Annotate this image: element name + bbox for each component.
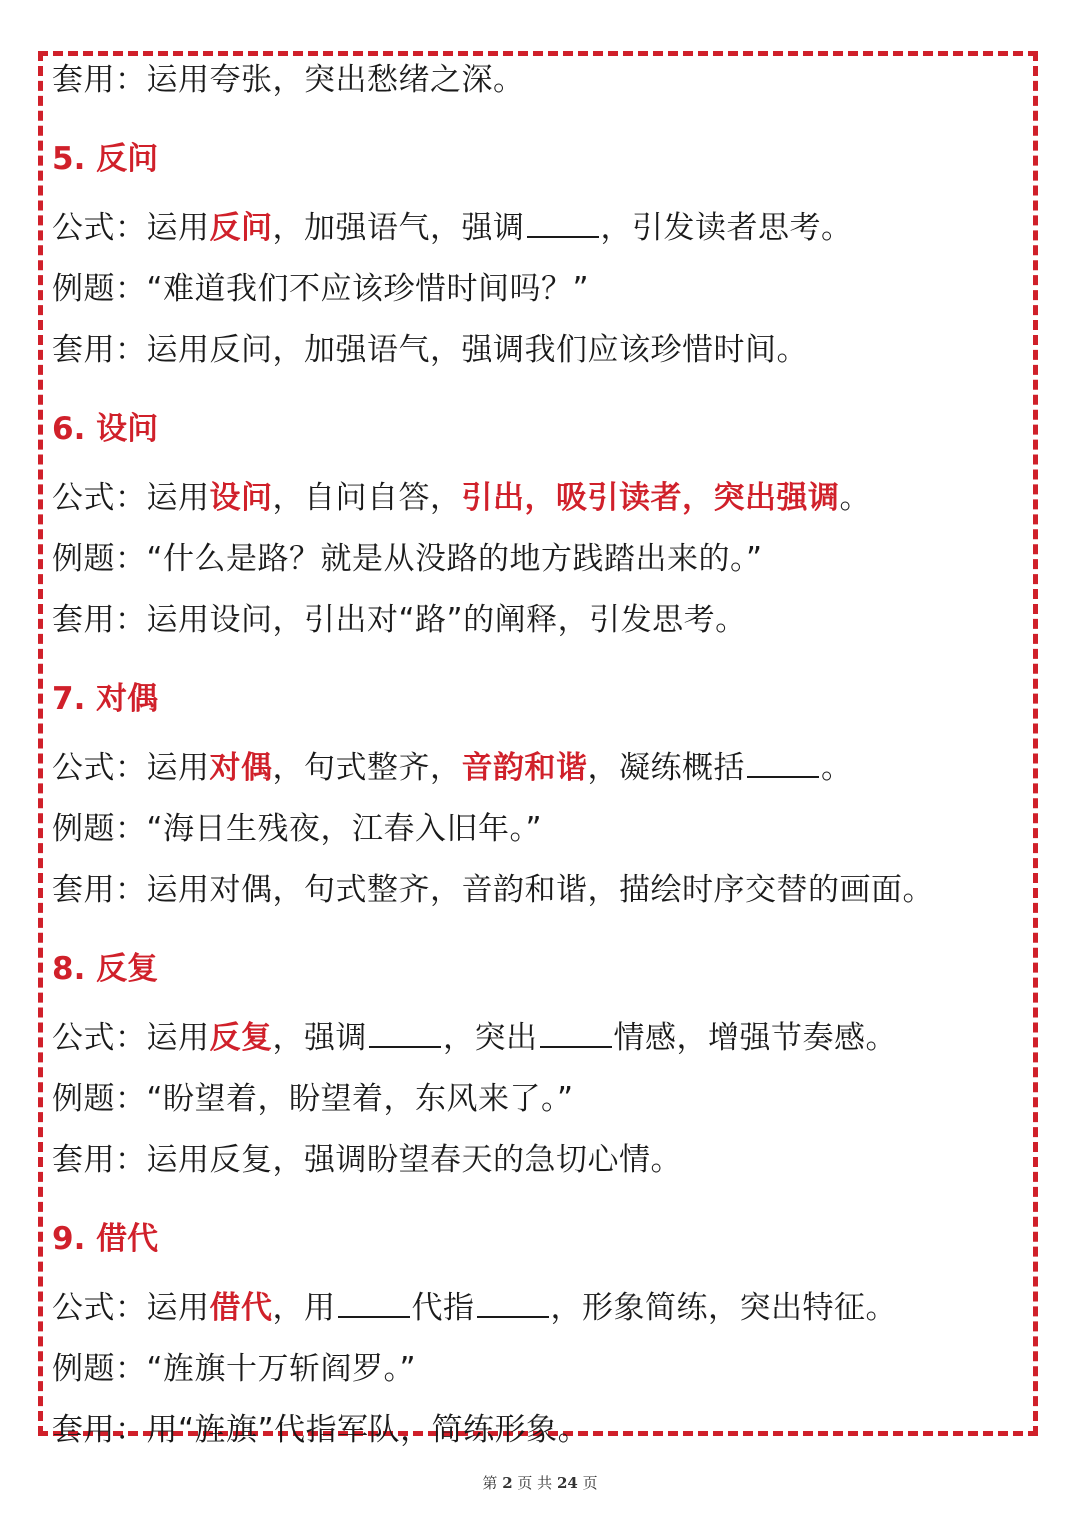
formula-line-9 (52, 1278, 1032, 1339)
section-heading-8: 8. 反复 (52, 951, 159, 987)
example-label: 例题： (52, 541, 147, 577)
example-line-8 (52, 1069, 1032, 1130)
fill-blank (477, 1294, 549, 1318)
formula-text: ，加强语气，强调 (272, 210, 525, 246)
example-line-9 (52, 1339, 1032, 1400)
formula-text: 运用 (146, 210, 210, 246)
formula-text: 运用 (146, 480, 210, 516)
page-footer (0, 1472, 1080, 1493)
example-line-7 (52, 799, 1032, 860)
footer-text: 页 (577, 1474, 598, 1492)
formula-text: ，句式整齐， (272, 750, 462, 786)
example-line-6 (52, 529, 1032, 590)
example-text: “盼望着，盼望着，东风来了。” (146, 1081, 574, 1117)
page-number: 2 (502, 1474, 513, 1492)
usage-text: 运用夸张，突出愁绪之深。 (146, 62, 525, 98)
formula-keyword: 借代 (209, 1290, 273, 1326)
fill-blank (747, 754, 819, 778)
formula-text: 运用 (146, 750, 210, 786)
example-line-5 (52, 259, 1032, 320)
formula-text: ，用 (272, 1290, 336, 1326)
footer-text: 第 (482, 1474, 503, 1492)
usage-label: 套用： (52, 872, 147, 908)
formula-keyword: 反问 (209, 210, 273, 246)
usage-text: 运用反问，加强语气，强调我们应该珍惜时间。 (146, 332, 808, 368)
document-body (52, 50, 1032, 1461)
usage-text: 运用设问，引出对“路”的阐释，引发思考。 (146, 602, 747, 638)
example-label: 例题： (52, 1351, 147, 1387)
fill-blank (540, 1024, 612, 1048)
formula-keyword: 反复 (209, 1020, 273, 1056)
formula-line-5 (52, 198, 1032, 259)
usage-label: 套用： (52, 1412, 147, 1448)
formula-keyword: 音韵和谐 (461, 750, 588, 786)
formula-text: ，引发读者思考。 (600, 210, 853, 246)
example-label: 例题： (52, 811, 147, 847)
formula-label: 公式： (52, 210, 147, 246)
usage-label: 套用： (52, 62, 147, 98)
example-text: “海日生残夜，江春入旧年。” (146, 811, 543, 847)
section-heading-6: 6. 设问 (52, 411, 159, 447)
usage-label: 套用： (52, 332, 147, 368)
formula-text: 。 (839, 480, 871, 516)
example-text: “旌旗十万斩阎罗。” (146, 1351, 417, 1387)
section-heading-9: 9. 借代 (52, 1221, 159, 1257)
footer-text: 页 共 (512, 1474, 557, 1492)
formula-text: ，自问自答， (272, 480, 462, 516)
formula-text: 情感，增强节奏感。 (613, 1020, 897, 1056)
usage-label: 套用： (52, 602, 147, 638)
page-total: 24 (556, 1474, 578, 1492)
formula-text: 。 (821, 750, 853, 786)
usage-line-6 (52, 590, 1032, 651)
formula-line-7 (52, 738, 1032, 799)
example-text: “什么是路？就是从没路的地方践踏出来的。” (146, 541, 763, 577)
fill-blank (338, 1294, 410, 1318)
fill-blank (369, 1024, 441, 1048)
formula-text: 代指 (411, 1290, 475, 1326)
example-text: “难道我们不应该珍惜时间吗？” (146, 271, 590, 307)
section-heading-7: 7. 对偶 (52, 681, 159, 717)
usage-line-5 (52, 320, 1032, 381)
usage-line-9 (52, 1400, 1032, 1461)
formula-label: 公式： (52, 480, 147, 516)
formula-text: 运用 (146, 1020, 210, 1056)
formula-text: 运用 (146, 1290, 210, 1326)
formula-text: ，突出 (443, 1020, 538, 1056)
formula-text: ，形象简练，突出特征。 (550, 1290, 897, 1326)
example-label: 例题： (52, 1081, 147, 1117)
usage-line-7 (52, 860, 1032, 921)
formula-label: 公式： (52, 750, 147, 786)
formula-line-6 (52, 468, 1032, 529)
usage-text: 用“旌旗”代指军队，简练形象。 (146, 1412, 590, 1448)
formula-keyword: 引出，吸引读者，突出强调 (461, 480, 840, 516)
usage-line-8 (52, 1130, 1032, 1191)
formula-keyword: 对偶 (209, 750, 273, 786)
formula-keyword: 设问 (209, 480, 273, 516)
formula-label: 公式： (52, 1290, 147, 1326)
formula-text: ，凝练概括 (587, 750, 745, 786)
example-label: 例题： (52, 271, 147, 307)
usage-label: 套用： (52, 1142, 147, 1178)
usage-line-4 (52, 50, 1032, 111)
formula-line-8 (52, 1008, 1032, 1069)
formula-text: ，强调 (272, 1020, 367, 1056)
usage-text: 运用对偶，句式整齐，音韵和谐，描绘时序交替的画面。 (146, 872, 934, 908)
fill-blank (527, 214, 599, 238)
section-heading-5: 5. 反问 (52, 141, 159, 177)
formula-label: 公式： (52, 1020, 147, 1056)
usage-text: 运用反复，强调盼望春天的急切心情。 (146, 1142, 682, 1178)
